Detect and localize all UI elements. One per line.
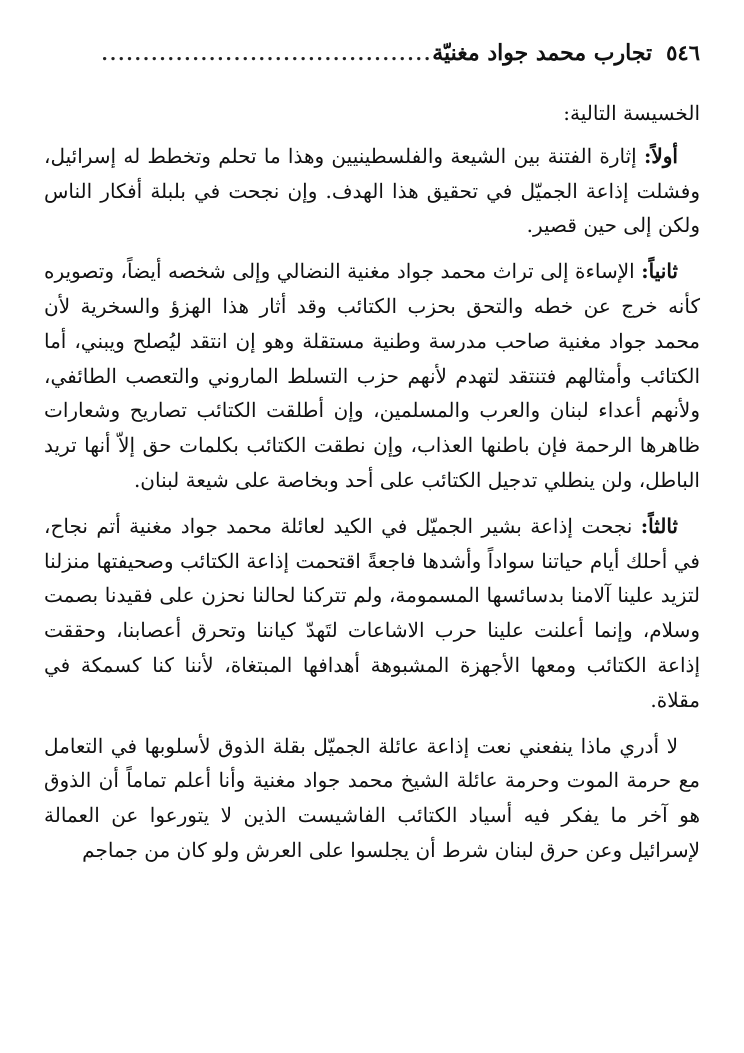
body-text bbox=[44, 96, 700, 868]
paragraph-text: إثارة الفتنة بين الشيعة والفلسطينيين وهذا ما تحلم وتخطط له إسرائيل، وفشلت إذاعة الجميّل في تحقيق هذا الهدف. وإن نجحت في بلبلة أفكار الناس ولكن إلى حين قصير. bbox=[44, 143, 700, 238]
paragraph-third bbox=[44, 509, 700, 718]
paragraph-first bbox=[44, 139, 700, 243]
book-title: تجارب محمد جواد مغنيّة bbox=[432, 40, 653, 66]
paragraph-lead: ثالثاً: bbox=[640, 513, 678, 538]
paragraph-text: الإساءة إلى تراث محمد جواد مغنية النضالي وإلى شخصه أيضاً، وتصويره كأنه خرج عن خطه والتحق بحزب الكتائب وقد أثار هذا الهزؤ والسخرية لأن محمد جواد مغنية صاحب مدرسة وطنية مستقلة وهو إن انتقد ليُصلح ويبني، أما الكتائب وأمثالهم فتنتقد لتهدم لأنهم حزب التسلط الماروني والتعصب الطائفي، ولأنهم أعداء لبنان والعرب والمسلمين، وإن أطلقت الكتائب تصاريح وشعارات ظاهرها الرحمة فإن باطنها العذاب، وإن نطقت الكتائب بكلمات حق إلاّ أنها تريد الباطل، ولن ينطلي تدجيل الكتائب على أحد وبخاصة على شيعة لبنان. bbox=[44, 259, 700, 492]
paragraph-lead: أولاً: bbox=[643, 143, 678, 168]
paragraph-second bbox=[44, 254, 700, 498]
dotted-leader: ........................................ bbox=[101, 44, 433, 65]
paragraph-fourth bbox=[44, 729, 700, 868]
intro-line: الخسيسة التالية: bbox=[563, 101, 700, 125]
paragraph-text: نجحت إذاعة بشير الجميّل في الكيد لعائلة محمد جواد مغنية أتم نجاح، في أحلك أيام حياتنا سواداً وأشدها فاجعةً اقتحمت إذاعة الكتائب وصحيفتها منزلنا لتزيد علينا آلامنا بدسائسها المسمومة، ولم تتركنا لحالنا نحزن على فقيدنا بصمت وسلام، وإنما أعلنت علينا حرب الاشاعات لتَهدّ كياننا وتحرق أعصابنا، وحققت إذاعة الكتائب ومعها الأجهزة المشبوهة أهدافها المبتغاة، لأننا كنا كسمكة في مقلاة. bbox=[44, 513, 700, 712]
page-number: ٥٤٦ bbox=[666, 40, 700, 65]
paragraph-text: لا أدري ماذا ينفعني نعت إذاعة عائلة الجميّل بقلة الذوق لأسلوبها في التعامل مع حرمة الموت وحرمة عائلة الشيخ محمد جواد مغنية وأنا أعلم تماماً أن الذوق هو آخر ما يفكر فيه أسياد الكتائب الفاشيست الذين لا يتورعوا عن العمالة لإسرائيل وعن حرق لبنان شرط أن يجلسوا على العرش ولو كان من جماجم bbox=[44, 733, 700, 862]
running-header bbox=[44, 40, 700, 84]
paragraph-lead: ثانياً: bbox=[641, 259, 678, 284]
